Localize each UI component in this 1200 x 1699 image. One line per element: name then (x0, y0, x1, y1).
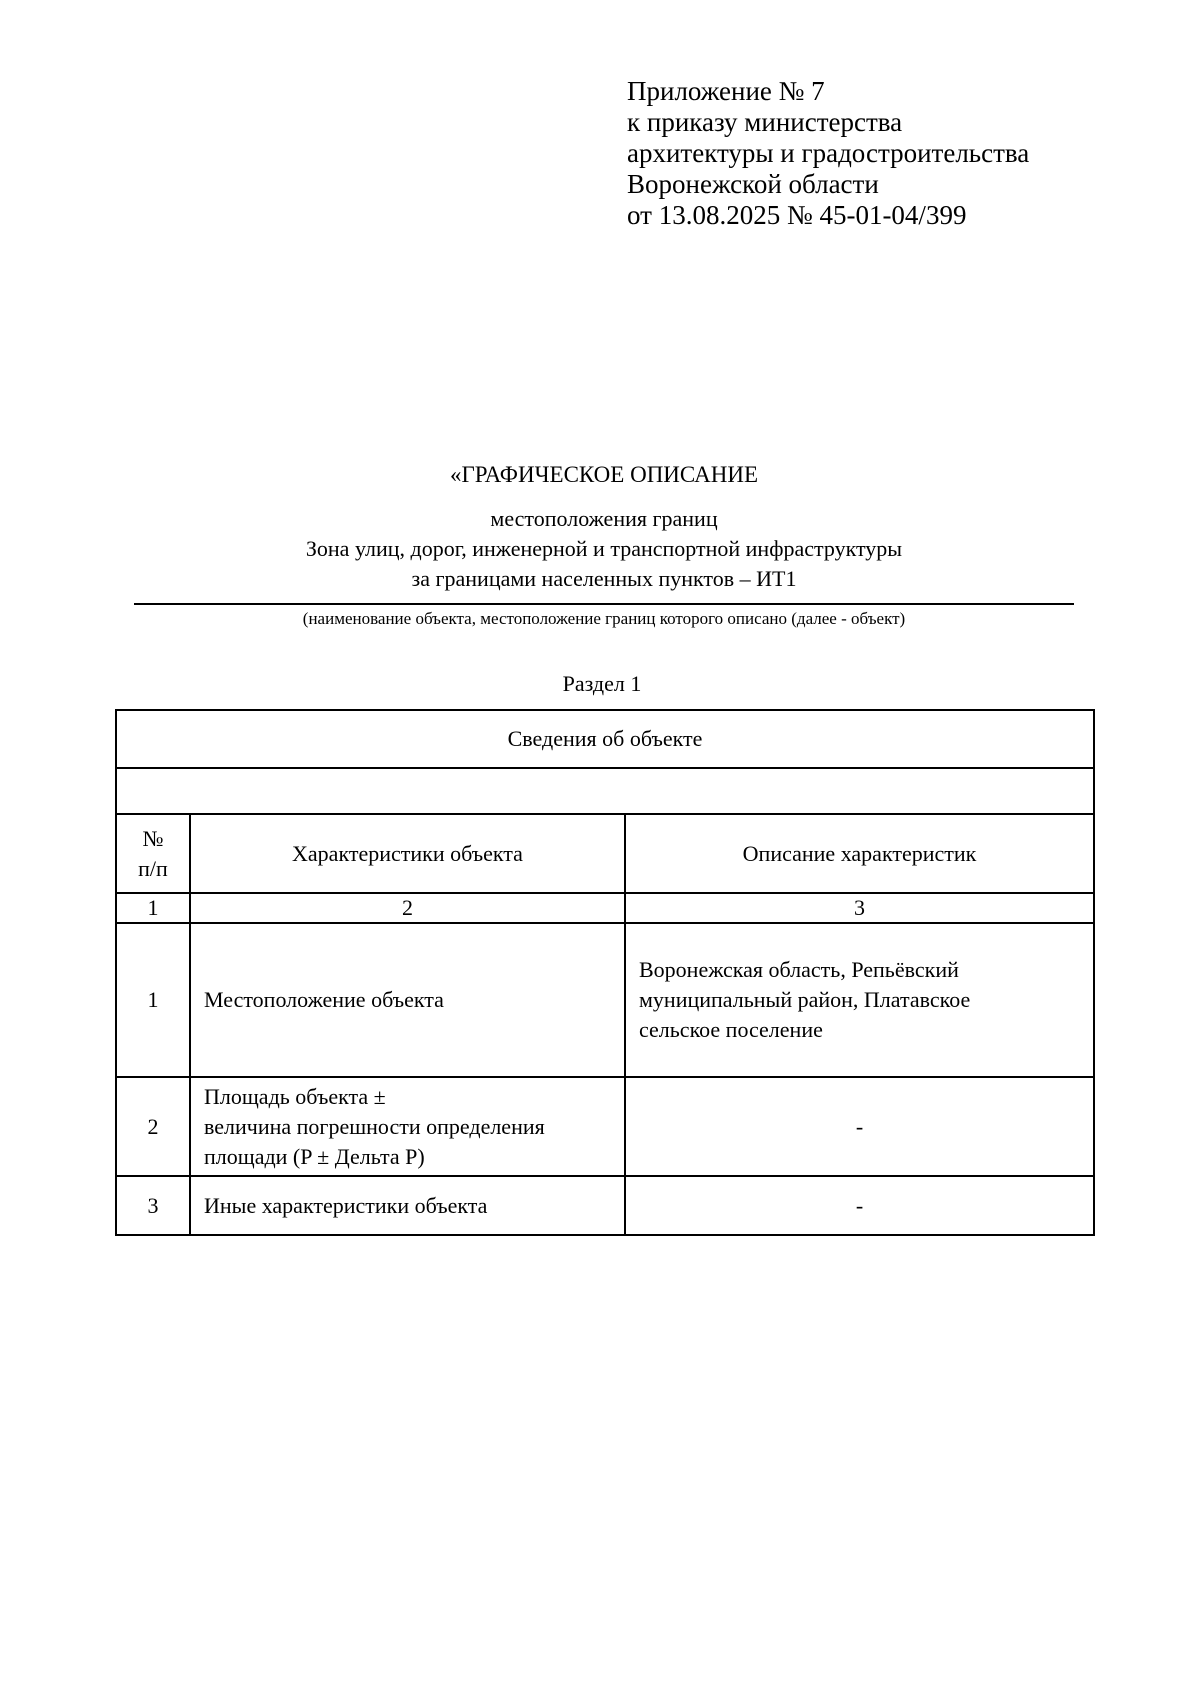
column-header-number-abbr: п/п (138, 855, 168, 881)
appendix-number: Приложение № 7 (627, 76, 825, 106)
row-description-line: Воронежская область, Репьёвский (639, 957, 959, 982)
row-characteristic-line: Площадь объекта ± (204, 1083, 386, 1109)
row-description: - (625, 1077, 1094, 1176)
row-description: - (625, 1176, 1094, 1235)
column-header-description: Описание характеристик (625, 814, 1094, 893)
table-empty-cell (116, 768, 1094, 814)
appendix-order-date: от 13.08.2025 № 45-01-04/399 (627, 200, 967, 230)
object-name-underline (134, 603, 1074, 605)
table-empty-row (116, 768, 1094, 814)
row-characteristic-line: величина погрешности определения (204, 1113, 545, 1139)
appendix-reference (627, 76, 1147, 231)
column-header-number-symbol: № (142, 825, 164, 851)
table-heading-row (116, 710, 1094, 768)
table-row (116, 923, 1094, 1077)
row-characteristic: Местоположение объекта (190, 923, 625, 1077)
row-characteristic-line: площади (P ± Дельта P) (204, 1143, 425, 1169)
table-heading: Сведения об объекте (116, 710, 1094, 768)
appendix-region: Воронежской области (627, 169, 879, 199)
column-number-2: 2 (190, 893, 625, 923)
column-number-3: 3 (625, 893, 1094, 923)
appendix-order-ref: к приказу министерства (627, 107, 903, 137)
table-column-header-row (116, 814, 1094, 893)
row-characteristic: Иные характеристики объекта (190, 1176, 625, 1235)
row-characteristic (190, 1077, 625, 1176)
row-description-line: муниципальный район, Платавское (639, 987, 971, 1012)
row-number: 2 (116, 1077, 190, 1176)
table-row (116, 1176, 1094, 1235)
subtitle-line-2: Зона улиц, дорог, инженерной и транспортной инфраструктуры (305, 536, 903, 561)
subtitle-line-3: за границами населенных пунктов – ИТ1 (411, 566, 797, 591)
subtitle-line-1: местоположения границ (490, 506, 718, 531)
object-name-caption: (наименование объекта, местоположение границ которого описано (далее - объект) (302, 609, 906, 628)
column-number-1: 1 (116, 893, 190, 923)
table-column-number-row (116, 893, 1094, 923)
section-label: Раздел 1 (562, 671, 642, 696)
appendix-ministry: архитектуры и градостроительства (627, 138, 1030, 168)
document-title: «ГРАФИЧЕСКОЕ ОПИСАНИЕ (449, 462, 758, 487)
object-info-table (115, 709, 1095, 1236)
column-header-number (116, 814, 190, 893)
table-row (116, 1077, 1094, 1176)
row-description-line: сельское поселение (639, 1017, 823, 1042)
row-number: 3 (116, 1176, 190, 1235)
document-subtitle (134, 504, 1074, 594)
row-number: 1 (116, 923, 190, 1077)
column-header-characteristics: Характеристики объекта (190, 814, 625, 893)
row-description (625, 923, 1094, 1077)
